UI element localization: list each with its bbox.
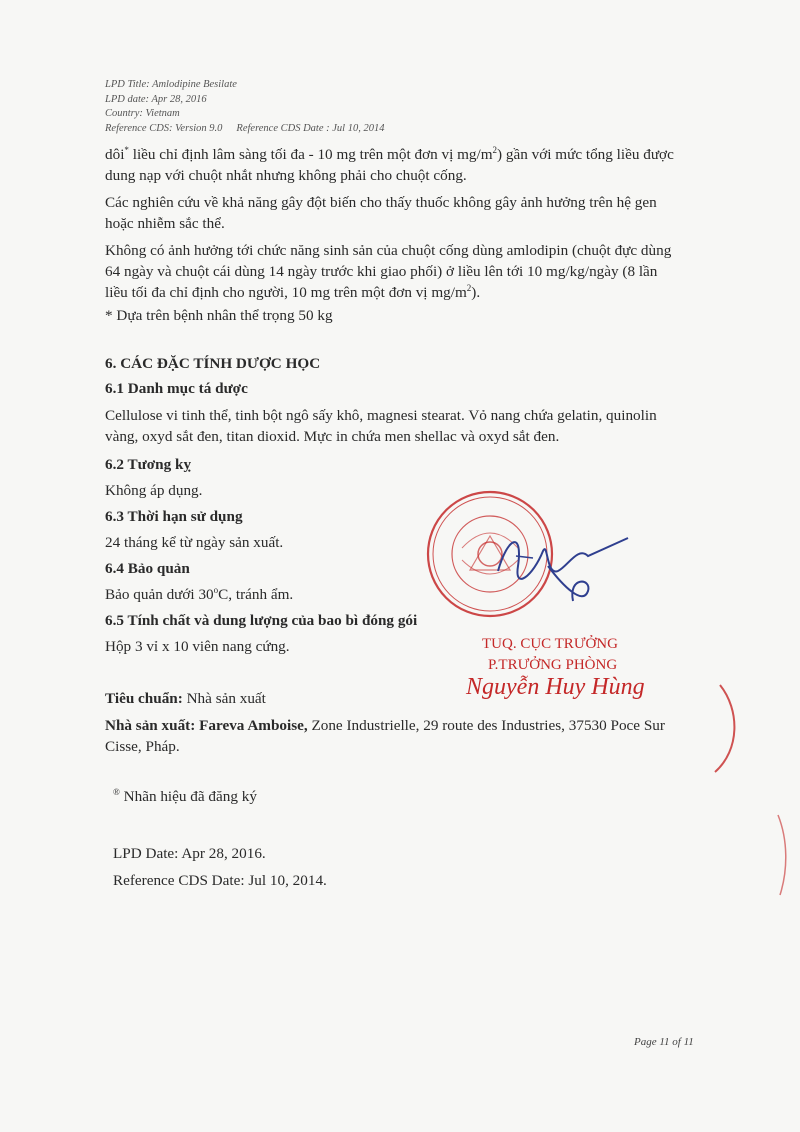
signature-stroke (488, 516, 638, 616)
subsection-title: 6.4 Bảo quản (105, 560, 190, 577)
footnote: * Dựa trên bệnh nhân thể trọng 50 kg (105, 307, 333, 324)
page-number: Page 11 of 11 (634, 1036, 694, 1048)
paragraph-line: vàng, oxyd sắt đen, titan dioxid. Mực in chứa men shellac và oxyd sắt đen. (105, 428, 560, 445)
paragraph-line: Các nghiên cứu về khả năng gây đột biến cho thấy thuốc không gây ảnh hưởng trên hệ gen (105, 194, 657, 211)
header-title: LPD Title: Amlodipine Besilate (105, 79, 237, 90)
subsection-title: 6.5 Tính chất và dung lượng của bao bì đóng gói (105, 612, 418, 629)
section-heading: 6. CÁC ĐẶC TÍNH DƯỢC HỌC (105, 355, 321, 372)
stamp-signature-name: Nguyễn Huy Hùng (466, 674, 645, 700)
paragraph-line: dôi* liều chỉ định lâm sàng tối đa - 10 mg trên một đơn vị $mg/m^2$) gần với mức tổng liều được (105, 144, 674, 163)
header-reference: Reference CDS: Version 9.0 Reference CDS Date : Jul 10, 2014 (105, 122, 385, 134)
paragraph-line: Cellulose vi tinh thể, tinh bột ngô sấy khô, magnesi stearat. Vỏ nang chứa gelatin, quinolin (105, 407, 657, 424)
standard-line: Tiêu chuẩn: Nhà sản xuất (105, 690, 266, 707)
header-country: Country: Vietnam (105, 108, 180, 119)
paragraph-line: 24 tháng kể từ ngày sản xuất. (105, 534, 284, 551)
subsection-title: 6.1 Danh mục tá dược (105, 380, 248, 397)
manufacturer-line: Nhà sản xuất: Fareva Amboise, Zone Industrielle, 29 route des Industries, 37530 Poce Sur (105, 717, 665, 734)
handwritten-signature (488, 516, 638, 621)
paragraph-line: hoặc nhiễm sắc thể. (105, 215, 225, 232)
paragraph-line: Bảo quản dưới 30$^o$C, tránh ẩm. (105, 584, 294, 603)
paragraph-line: liều tối đa chỉ định cho người, 10 mg trên một đơn vị $mg/m^2$). (105, 282, 481, 301)
subsection-title: 6.3 Thời hạn sử dụng (105, 508, 243, 525)
stamp-line1: TUQ. CỤC TRƯỞNG (482, 636, 618, 652)
manufacturer-line: Cisse, Pháp. (105, 738, 180, 755)
stamp-line2: P.TRƯỞNG PHÒNG (488, 657, 618, 673)
lpd-date: LPD Date: Apr 28, 2016. (113, 845, 266, 862)
paragraph-line: 64 ngày và chuột cái dùng 14 ngày trước khi giao phối) ở liều lên tới 10 mg/kg/ngày (8 lần (105, 263, 658, 280)
margin-stroke-mark (700, 680, 760, 780)
stamp-title (482, 634, 618, 676)
paragraph-line: dung nạp với chuột nhắt nhưng không phải cho chuột cống. (105, 167, 467, 184)
cds-date: Reference CDS Date: Jul 10, 2014. (113, 872, 327, 889)
subsection-title: 6.2 Tương kỵ (105, 456, 192, 473)
paragraph-line: Hộp 3 vỉ x 10 viên nang cứng. (105, 638, 290, 655)
document-header (105, 78, 384, 136)
margin-edge-mark (770, 810, 798, 900)
header-date: LPD date: Apr 28, 2016 (105, 93, 207, 105)
paragraph-line: Không có ảnh hưởng tới chức năng sinh sản của chuột cống dùng amlodipin (chuột đực dùng (105, 242, 672, 259)
paragraph-line: Không áp dụng. (105, 482, 203, 499)
trademark-note: ® Nhãn hiệu đã đăng ký (113, 786, 257, 805)
